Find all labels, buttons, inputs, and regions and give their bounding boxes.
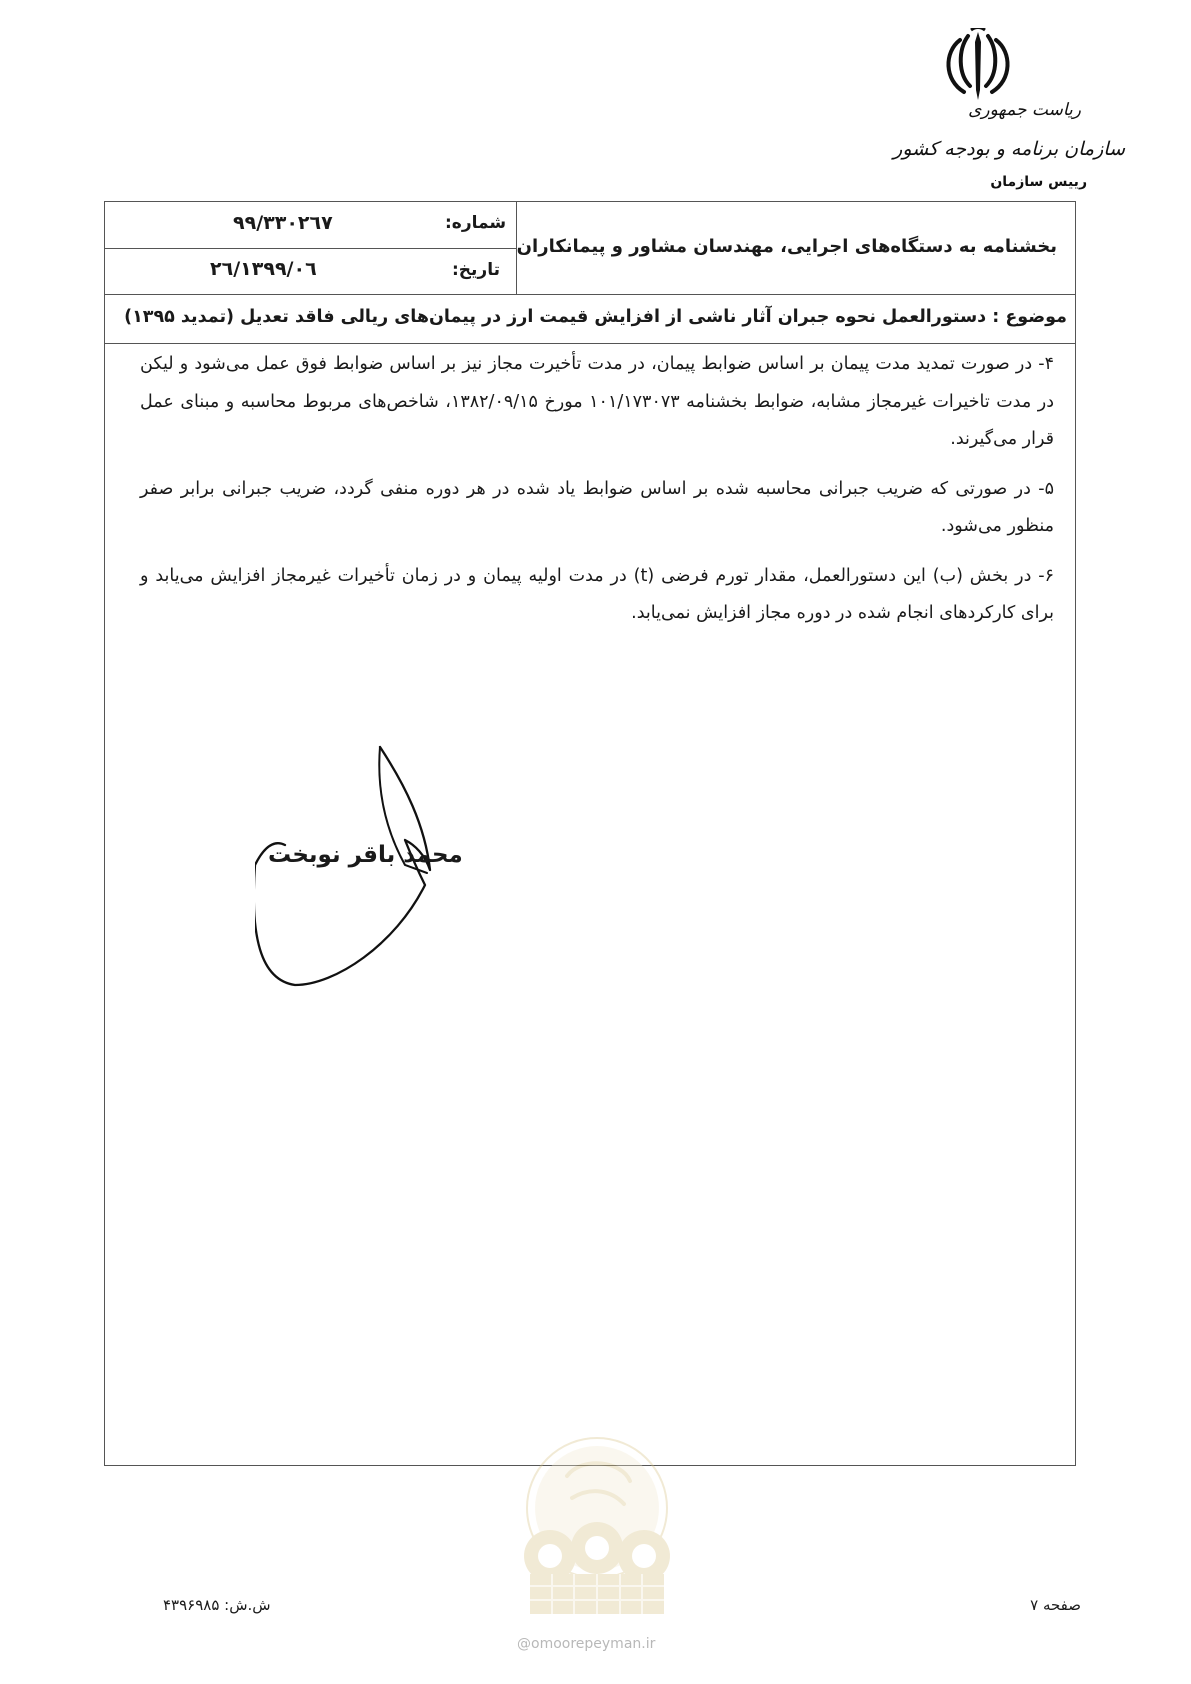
number-label: شماره: bbox=[445, 213, 507, 233]
website-watermark: @omoorepeyman.ir bbox=[517, 1636, 656, 1652]
subject-row-divider bbox=[105, 343, 1075, 344]
header-row-divider bbox=[105, 294, 1075, 295]
paragraph-6: ۶- در بخش (ب) این دستورالعمل، مقدار تورم فرضی (t) در مدت اولیه پیمان و در زمان تأخیرات غیرمجاز افزایش می‌یابد و برای کارکردهای انجام شده در دوره مجاز افزایش نمی‌یابد. bbox=[140, 565, 1054, 623]
document-code: ش.ش: ۴۳۹۶۹۸۵ bbox=[163, 1596, 271, 1614]
page-number: صفحه ۷ bbox=[1030, 1596, 1081, 1614]
signer-name: محمد باقر نوبخت bbox=[268, 842, 463, 868]
subject-line: موضوع : دستورالعمل نحوه جبران آثار ناشی از افزایش قیمت ارز در پیمان‌های ریالی فاقد تعدیل (تمدید ۱۳۹۵) bbox=[124, 307, 1067, 327]
number-date-divider bbox=[105, 248, 516, 249]
date-label: تاریخ: bbox=[452, 260, 500, 280]
paragraph-5: ۵- در صورتی که ضریب جبرانی محاسبه شده بر اساس ضوابط یاد شده در هر دوره منفی گردد، ضریب جبرانی برابر صفر منظور می‌شود. bbox=[140, 478, 1054, 536]
date-value: ۱۳۹۹/۰٦/۲٦ bbox=[210, 258, 317, 280]
paragraph-4: ۴- در صورت تمدید مدت پیمان بر اساس ضوابط پیمان، در مدت تأخیرت مجاز نیز بر اساس ضوابط فوق عمل می‌شود و لیکن در مدت تاخیرات غیرمجاز مشابه، ضوابط بخشنامه ۱۰۱/۱۷۳۰۷۳ مورخ ۱۳۸۲/۰۹/۱۵، شاخص‌های مربوط محاسبه و مبنای عمل قرار می‌گیرند. bbox=[140, 354, 1054, 449]
handwritten-signature bbox=[255, 745, 485, 995]
recipient-line: بخشنامه به دستگاه‌های اجرایی، مهندسان مشاور و پیمانکاران bbox=[516, 236, 1057, 257]
gear-watermark-icon bbox=[512, 1436, 682, 1621]
iran-emblem-icon bbox=[938, 28, 1018, 106]
header-head-title: رییس سازمان bbox=[990, 174, 1087, 190]
header-organization: سازمان برنامه و بودجه کشور bbox=[893, 138, 1125, 160]
number-value: ۹۹/۳۳۰۲٦۷ bbox=[233, 212, 333, 234]
letter-body bbox=[140, 346, 1054, 645]
header-presidency: ریاست جمهوری bbox=[968, 100, 1081, 120]
